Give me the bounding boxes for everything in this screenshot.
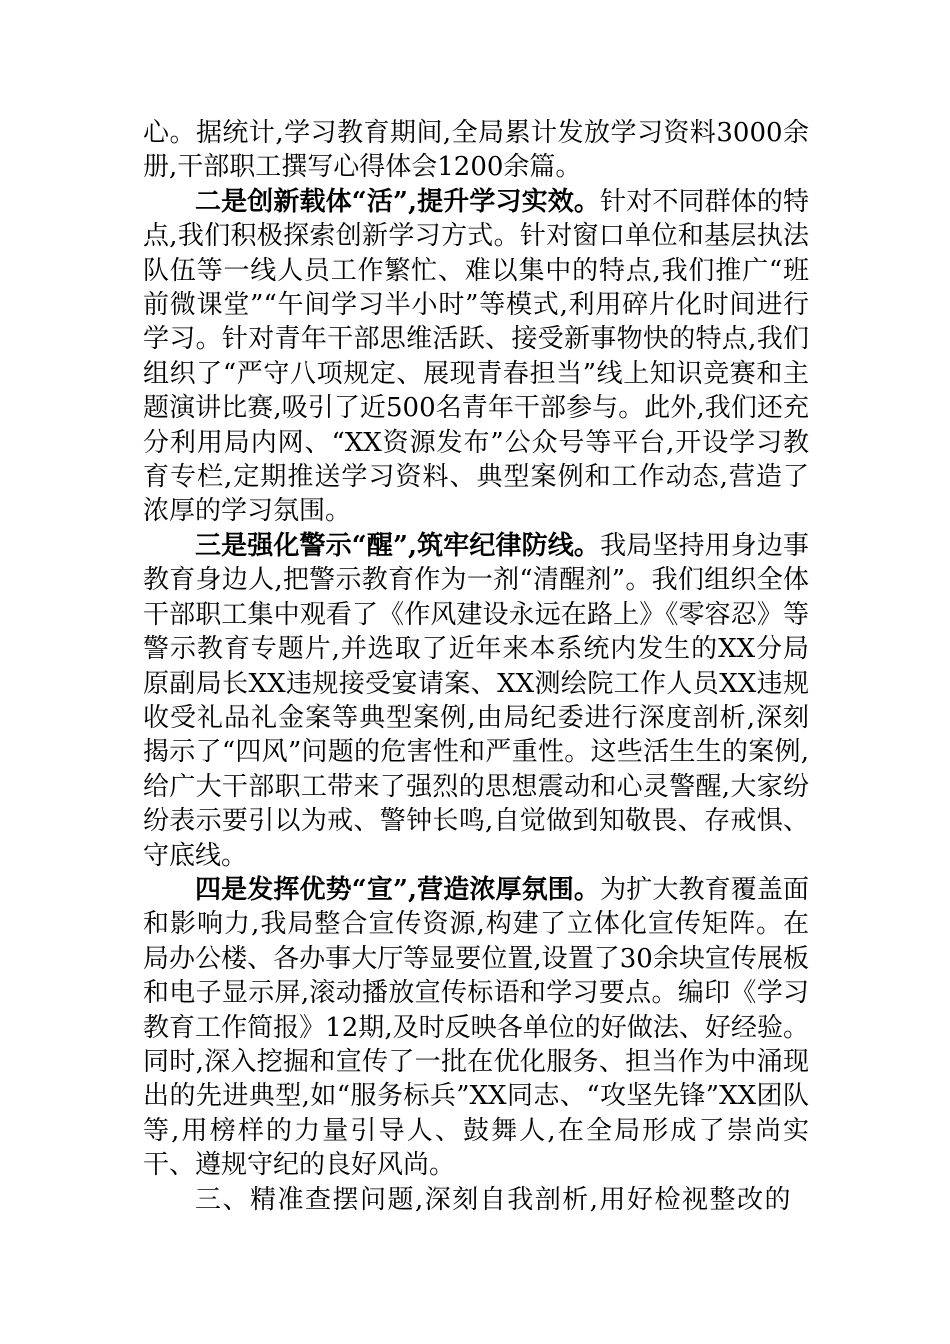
paragraph-text: 为扩大教育覆盖面和影响力,我局整合宣传资源,构建了立体化宣传矩阵。在局办公楼、各办事大厅等显要位置,设置了30余块宣传展板和电子显示屏,滚动播放宣传标语和学习要点。编印《学习教育工作简报》12期,及时反映各单位的好做法、好经验。同时,深入挖掘和宣传了一批在优化服务、担当作为中涌现出的先进典型,如“服务标兵”XX同志、“攻坚先锋”XX团队等,用榜样的力量引导人、鼓舞人,在全局形成了崇尚实干、遵规守纪的良好风尚。 [143, 874, 809, 1181]
paragraph-innovate-carrier [143, 185, 809, 529]
paragraph-text: 我局坚持用身边事教育身边人,把警示教育作为一剂“清醒剂”。我们组织全体干部职工集中观看了《作风建设永远在路上》《零容忍》等警示教育专题片,并选取了近年来本系统内发生的XX分局原副局长XX违规接受宴请案、XX测绘院工作人员XX违规收受礼品礼金案等典型案例,由局纪委进行深度剖析,深刻揭示了“四风”问题的危害性和严重性。这些活生生的案例,给广大干部职工带来了强烈的思想震动和心灵警醒,大家纷纷表示要引以为戒、警钟长鸣,自觉做到知敬畏、存戒惧、守底线。 [143, 530, 809, 871]
paragraph-heading: 三是强化警示“醒”,筑牢纪律防线。 [195, 530, 601, 561]
paragraph-publicity [143, 873, 809, 1183]
paragraph-heading: 二是创新载体“活”,提升学习实效。 [195, 186, 601, 217]
paragraph-text: 心。据统计,学习教育期间,全局累计发放学习资料3000余册,干部职工撰写心得体会1200余篇。 [143, 118, 809, 183]
paragraph-text: 针对不同群体的特点,我们积极探索创新学习方式。针对窗口单位和基层执法队伍等一线人员工作繁忙、难以集中的特点,我们推广“班前微课堂”“午间学习半小时”等模式,利用碎片化时间进行学习。针对青年干部思维活跃、接受新事物快的特点,我们组织了“严守八项规定、展现青春担当”线上知识竞赛和主题演讲比赛,吸引了近500名青年干部参与。此外,我们还充分利用局内网、“XX资源发布”公众号等平台,开设学习教育专栏,定期推送学习资料、典型案例和工作动态,营造了浓厚的学习氛围。 [143, 186, 809, 527]
paragraph-warning-education [143, 529, 809, 873]
section-heading-three [143, 1183, 809, 1217]
paragraph-heading: 四是发挥优势“宣”,营造浓厚氛围。 [195, 874, 601, 905]
paragraph-continuation [143, 116, 809, 185]
paragraph-text: 三、精准查摆问题,深刻自我剖析,用好检视整改的 [195, 1184, 793, 1215]
document-body [143, 116, 809, 1217]
